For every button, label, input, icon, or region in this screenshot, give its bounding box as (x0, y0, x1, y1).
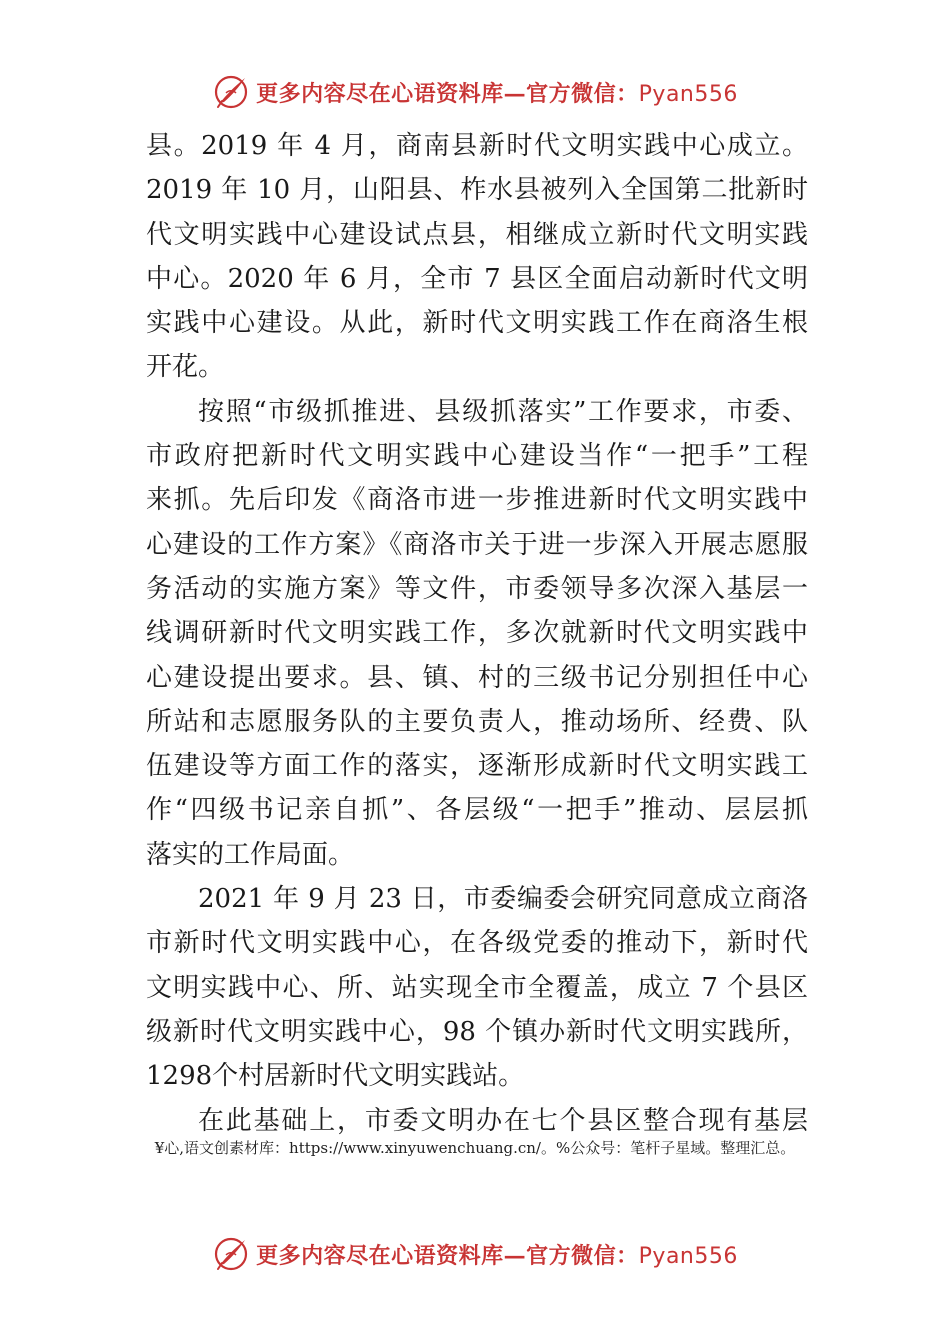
text-line: 文明实践中心、所、站实现全市全覆盖，成立 7 个县区 (146, 972, 808, 1003)
text-line: 按照“市级抓推进、县级抓落实”工作要求，市委、 (198, 396, 808, 427)
footer-banner-text: 更多内容尽在心语资料库—官方微信：Pyan556 (256, 1242, 738, 1269)
document-body (146, 124, 808, 1143)
text-line: 心建设的工作方案》《商洛市关于进一步深入开展志愿服 (146, 529, 808, 560)
text-line: 来抓。先后印发《商洛市进一步推进新时代文明实践中 (146, 485, 808, 516)
quill-ink-logo-icon (212, 1235, 250, 1273)
text-line: 市政府把新时代文明实践中心建设当作“一把手”工程 (146, 441, 808, 472)
footer-banner (0, 1230, 950, 1278)
header-banner-text: 更多内容尽在心语资料库—官方微信：Pyan556 (256, 80, 738, 107)
text-line: 落实的工作局面。 (146, 839, 355, 870)
text-line: 实践中心建设。从此，新时代文明实践工作在商洛生根 (146, 308, 808, 339)
text-line: 级新时代文明实践中心，98 个镇办新时代文明实践所， (146, 1016, 808, 1047)
text-line: 县。2019 年 4 月，商南县新时代文明实践中心成立。 (146, 131, 808, 161)
text-line: 代文明实践中心建设试点县，相继成立新时代文明实践 (146, 219, 808, 250)
paragraph-2 (146, 390, 808, 877)
footer-wechat-id: Pyan556 (638, 1243, 738, 1269)
header-banner (0, 68, 950, 116)
text-line: 开花。 (146, 352, 225, 383)
header-wechat-id: Pyan556 (638, 81, 738, 107)
text-line: 线调研新时代文明实践工作，多次就新时代文明实践中 (146, 618, 808, 649)
text-line: 2019 年 10 月，山阳县、柞水县被列入全国第二批新时 (146, 175, 808, 206)
text-line: 作“四级书记亲自抓”、各层级“一把手”推动、层层抓 (146, 795, 808, 826)
quill-ink-logo-icon (212, 73, 250, 111)
text-line: 在此基础上，市委文明办在七个县区整合现有基层 (198, 1105, 808, 1136)
text-line: 心建设提出要求。县、镇、村的三级书记分别担任中心 (146, 662, 808, 693)
text-line: 1298个村居新时代文明实践站。 (146, 1061, 525, 1092)
text-line: 2021 年 9 月 23 日，市委编委会研究同意成立商洛 (198, 884, 808, 915)
source-footnote: ¥心,语文创素材库：https://www.xinyuwenchuang.cn/。%公众号：笔杆子星域。整理汇总。 (154, 1139, 796, 1157)
text-line: 市新时代文明实践中心，在各级党委的推动下，新时代 (146, 928, 808, 959)
text-line: 伍建设等方面工作的落实，逐渐形成新时代文明实践工 (146, 751, 808, 782)
text-line: 中心。2020 年 6 月，全市 7 县区全面启动新时代文明 (146, 263, 808, 294)
paragraph-1 (146, 124, 808, 390)
paragraph-3 (146, 877, 808, 1098)
text-line: 所站和志愿服务队的主要负责人，推动场所、经费、队 (146, 706, 808, 737)
text-line: 务活动的实施方案》等文件，市委领导多次深入基层一 (146, 573, 808, 604)
